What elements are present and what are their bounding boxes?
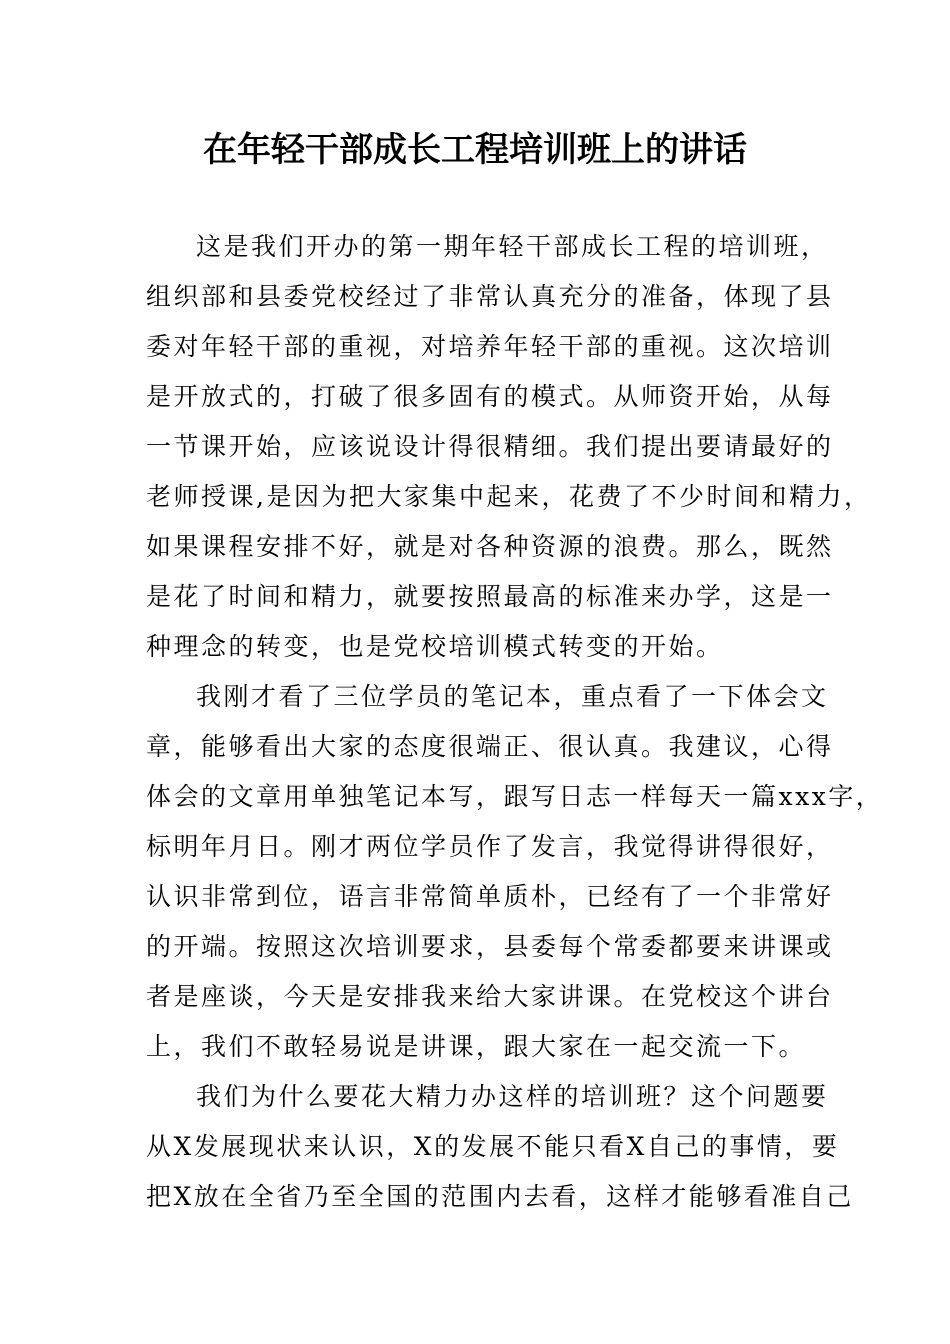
text-line: 从X发展现状来认识，X的发展不能只看X自己的事情，要 xyxy=(146,1132,840,1161)
text-line: 者是座谈，今天是安排我来给大家讲课。在党校这个讲台 xyxy=(146,982,834,1011)
document-body xyxy=(146,222,884,1222)
text-line: 上，我们不敢轻易说是讲课，跟大家在一起交流一下。 xyxy=(146,1032,807,1061)
text-line: 标明年月日。刚才两位学员作了发言，我觉得讲得很好， xyxy=(146,832,834,861)
text-line: 体会的文章用单独笔记本写，跟写日志一样每天一篇xxx字， xyxy=(146,782,884,811)
text-line: 章，能够看出大家的态度很端正、很认真。我建议，心得 xyxy=(146,732,834,761)
text-line: 认识非常到位，语言非常简单质朴，已经有了一个非常好 xyxy=(146,882,834,911)
page-title: 在年轻干部成长工程培训班上的讲话 xyxy=(203,130,747,170)
text-line: 一节课开始，应该说设计得很精细。我们提出要请最好的 xyxy=(146,432,834,461)
text-line: 是花了时间和精力，就要按照最高的标准来办学，这是一 xyxy=(146,582,834,611)
text-line: 的开端。按照这次培训要求，县委每个常委都要来讲课或 xyxy=(146,932,834,961)
text-line: 组织部和县委党校经过了非常认真充分的准备，体现了县 xyxy=(146,282,834,311)
text-line: 我们为什么要花大精力办这样的培训班？这个问题要 xyxy=(196,1082,829,1111)
text-line: 委对年轻干部的重视，对培养年轻干部的重视。这次培训 xyxy=(146,332,834,361)
text-line: 把X放在全省乃至全国的范围内去看，这样才能够看准自己 xyxy=(146,1182,854,1211)
text-line: 老师授课,是因为把大家集中起来，花费了不少时间和精力， xyxy=(146,482,872,511)
text-line: 如果课程安排不好，就是对各种资源的浪费。那么，既然 xyxy=(146,532,834,561)
text-line: 是开放式的，打破了很多固有的模式。从师资开始，从每 xyxy=(146,382,834,411)
text-line: 这是我们开办的第一期年轻干部成长工程的培训班， xyxy=(196,232,829,261)
text-line: 我刚才看了三位学员的笔记本，重点看了一下体会文 xyxy=(196,682,829,711)
text-line: 种理念的转变，也是党校培训模式转变的开始。 xyxy=(146,632,724,661)
